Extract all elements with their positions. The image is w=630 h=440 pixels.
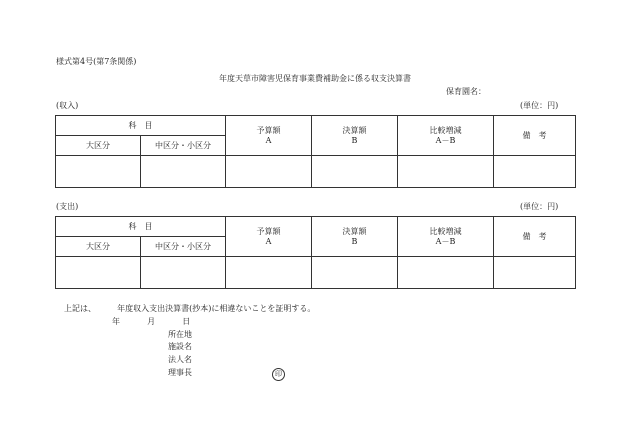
settlement-header: 決算額 — [342, 125, 367, 135]
settlement-header-cell — [312, 217, 398, 257]
item-header-cell — [56, 217, 226, 237]
budget-cell[interactable] — [226, 156, 312, 188]
comparison-header-cell — [398, 217, 494, 257]
settlement-cell[interactable] — [312, 257, 398, 289]
remarks-cell[interactable] — [494, 156, 576, 188]
year-label: 年 — [112, 317, 120, 326]
comparison-header-cell — [398, 116, 494, 156]
major-category-header-cell — [56, 237, 141, 257]
month-label: 月 — [147, 317, 156, 326]
seal-mark: 印 — [272, 368, 285, 381]
budget-header-cell — [226, 217, 312, 257]
income-section-label: (収入) — [56, 101, 79, 110]
comparison-cell[interactable] — [398, 257, 494, 289]
comparison-header: 比較増減 — [429, 226, 462, 236]
comparison-subheader: A－B — [435, 135, 456, 145]
remarks-header: 備 考 — [522, 130, 547, 140]
major-category-cell[interactable] — [56, 156, 141, 188]
minor-category-cell[interactable] — [141, 156, 226, 188]
comparison-header: 比較増減 — [429, 125, 462, 135]
facility-name-label: 施設名 — [168, 342, 192, 351]
settlement-subheader: B — [351, 135, 358, 145]
day-label: 日 — [182, 317, 191, 326]
nursery-name-label: 保育園名： — [446, 87, 486, 96]
certification-body: 年度収入支出決算書(抄本)に相違ないことを証明する。 — [117, 304, 316, 313]
expense-table — [55, 216, 576, 289]
address-label: 所在地 — [168, 330, 192, 339]
minor-category-header-cell — [141, 136, 226, 156]
settlement-cell[interactable] — [312, 156, 398, 188]
remarks-header-cell — [494, 116, 576, 156]
item-header-cell — [56, 116, 226, 136]
budget-subheader: A — [265, 236, 272, 246]
major-category-header: 大区分 — [86, 241, 110, 251]
settlement-subheader: B — [351, 236, 358, 246]
certification-statement — [64, 305, 315, 313]
major-category-header: 大区分 — [86, 140, 110, 150]
comparison-cell[interactable] — [398, 156, 494, 188]
form-number: 様式第4号(第7条関係) — [56, 57, 137, 66]
major-category-cell[interactable] — [56, 257, 141, 289]
remarks-header-cell — [494, 217, 576, 257]
minor-category-cell[interactable] — [141, 257, 226, 289]
certification-date — [112, 318, 190, 326]
budget-header: 予算額 — [256, 125, 281, 135]
remarks-header: 備 考 — [522, 231, 547, 241]
settlement-header-cell — [312, 116, 398, 156]
director-label: 理事長 — [168, 368, 192, 377]
budget-subheader: A — [265, 135, 272, 145]
certification-prefix: 上記は、 — [64, 304, 96, 313]
item-header: 科 目 — [128, 120, 153, 130]
minor-category-header-cell — [141, 237, 226, 257]
income-table — [55, 115, 576, 188]
corporation-name-label: 法人名 — [168, 355, 192, 364]
document-title: 年度天草市障害児保育事業費補助金に係る収支決算書 — [219, 74, 411, 83]
comparison-subheader: A－B — [435, 236, 456, 246]
settlement-header: 決算額 — [342, 226, 367, 236]
budget-header: 予算額 — [256, 226, 281, 236]
minor-category-header: 中区分・小区分 — [155, 241, 211, 251]
item-header: 科 目 — [128, 221, 153, 231]
income-unit-label: (単位：円) — [520, 101, 559, 110]
budget-header-cell — [226, 116, 312, 156]
remarks-cell[interactable] — [494, 257, 576, 289]
minor-category-header: 中区分・小区分 — [155, 140, 211, 150]
major-category-header-cell — [56, 136, 141, 156]
expense-unit-label: (単位：円) — [520, 202, 559, 211]
budget-cell[interactable] — [226, 257, 312, 289]
expense-section-label: (支出) — [56, 202, 79, 211]
